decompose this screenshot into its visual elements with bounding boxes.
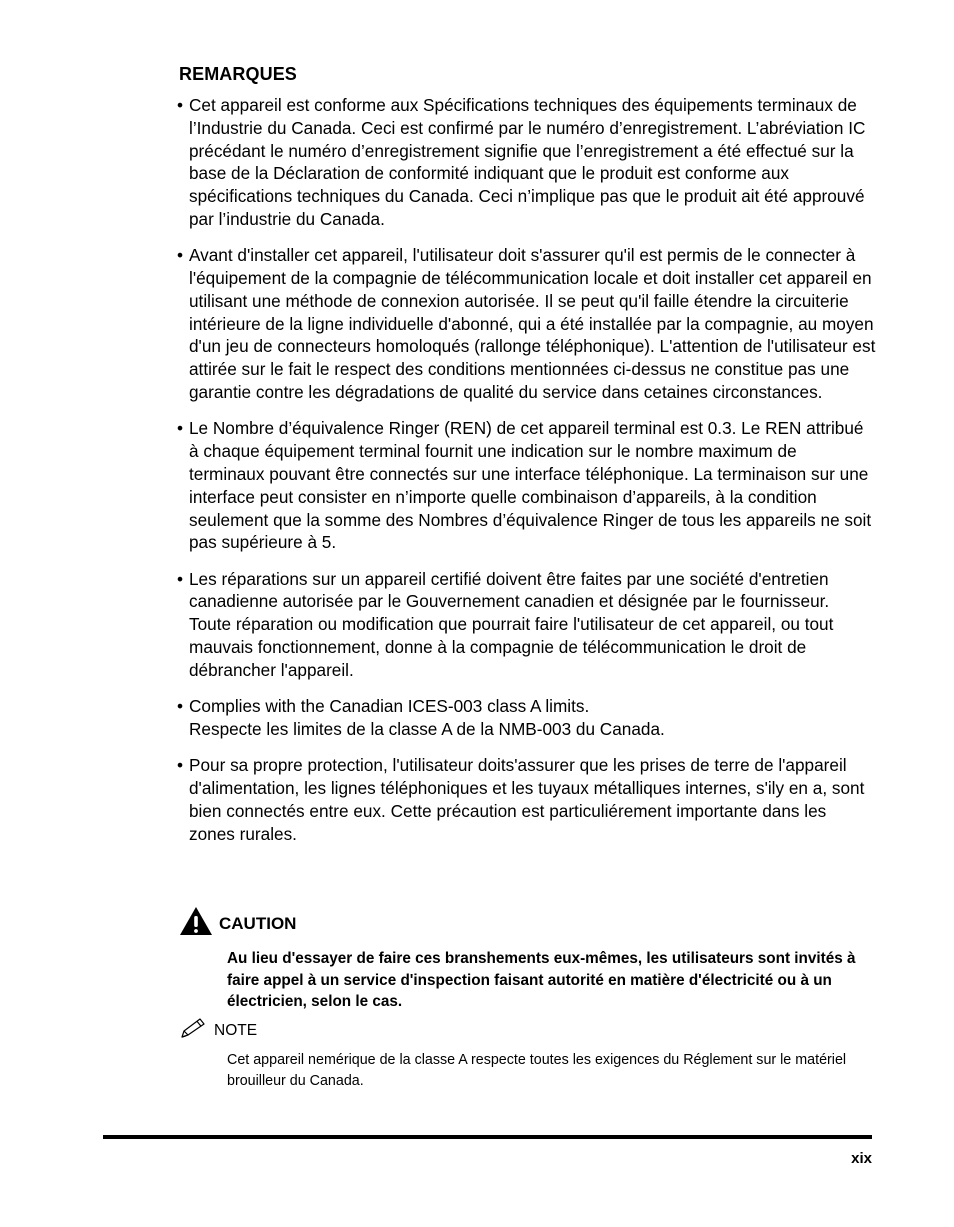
list-item-text: Complies with the Canadian ICES-003 class A limits.	[189, 696, 590, 717]
note-header	[179, 1017, 879, 1044]
remarks-list	[176, 94, 876, 859]
list-item	[176, 244, 876, 404]
list-item	[176, 754, 876, 845]
caution-header	[179, 906, 879, 941]
caution-title: CAUTION	[219, 913, 297, 933]
list-item	[176, 568, 876, 682]
list-item	[176, 94, 876, 231]
note-title: NOTE	[214, 1021, 258, 1039]
footer-divider	[103, 1135, 872, 1139]
list-item	[176, 695, 876, 741]
bullet-icon: •	[177, 696, 184, 717]
list-item-text: Le Nombre d’équivalence Ringer (REN) de cet appareil terminal est 0.3. Le REN attribué à chaque équipement terminal fournit une indication sur le nombre maximum de terminaux pouvant être connectés sur une interface téléphonique. La terminaison sur une interface peut consister en n’importe quelle combinaison d’appareils, à la condition seulement que la somme des Nombres d’équivalence Ringer de tous les appareils ne soit pas supérieure à 5.	[189, 418, 872, 553]
bullet-icon: •	[177, 95, 184, 115]
bullet-icon: •	[177, 245, 184, 266]
list-item-text: Pour sa propre protection, l'utilisateur doits'assurer que les prises de terre de l'appareil d'alimentation, les lignes téléphoniques et les tuyaux métalliques internes, s'ily en a, sont bien connectés entre eux. Cette précaution est particuliérement importante dans les zones rurales.	[189, 755, 865, 844]
bullet-icon: •	[177, 755, 184, 776]
list-item-text: Avant d'installer cet appareil, l'utilisateur doit s'assurer qu'il est permis de le connecter à l'équipement de la compagnie de télécommunication locale et doit installer cet appareil en utilisant une méthode de connexion autorisée. Il se peut qu'il faille étendre la circuiterie intérieure de la ligne individuelle d'abonné, qui a été installée par la compagnie, au moyen d'un jeu de connecteurs homoloqués (rallonge téléphonique). L'attention de l'utilisateur est attirée sur le fait le respect des conditions mentionnées ci-dessus ne constitue pas une garantie contre les dégradations de qualité du service dans cetaines circonstances.	[189, 245, 876, 403]
caution-text: Au lieu d'essayer de faire ces branshements eux-mêmes, les utilisateurs sont invités à faire appel à un service d'inspection faisant autorité en matière d'électricité ou à un électricien, selon le cas.	[227, 950, 856, 1010]
list-item-text: Cet appareil est conforme aux Spécifications techniques des équipements terminaux de l’Industrie du Canada. Ceci est confirmé par le numéro d’enregistrement. L’abréviation IC précédant le numéro d’enregistrement signifie que l’enregistrement a été effectué sur la base de la Déclaration de conformité indiquant que le produit est conforme aux spécifications techniques du Canada. Ceci n’implique pas que le produit ait été approuvé par l’industrie du Canada.	[189, 95, 866, 229]
page-number: xix	[851, 1150, 872, 1167]
pencil-icon	[179, 1017, 209, 1044]
warning-triangle-icon	[179, 906, 213, 941]
bullet-icon: •	[177, 568, 184, 589]
list-item-text: Toute réparation ou modification que pourrait faire l'utilisateur de cet appareil, ou tout mauvais fonctionnement, donne à la compagnie de télécommunication le droit de débrancher l'appareil.	[189, 614, 834, 680]
section-heading: REMARQUES	[179, 64, 297, 84]
list-item-text: Les réparations sur un appareil certifié doivent être faites par une société d'entretien canadienne autorisée par le Gouvernement canadien et désignée par le fournisseur.	[189, 568, 830, 612]
list-item	[176, 417, 876, 554]
note-text: Cet appareil nemérique de la classe A respecte toutes les exigences du Réglement sur le matériel brouilleur du Canada.	[227, 1052, 847, 1089]
list-item-text: Respecte les limites de la classe A de la NMB-003 du Canada.	[189, 718, 665, 739]
bullet-icon: •	[177, 418, 184, 439]
note-box	[179, 1017, 879, 1092]
caution-box	[179, 906, 879, 1013]
